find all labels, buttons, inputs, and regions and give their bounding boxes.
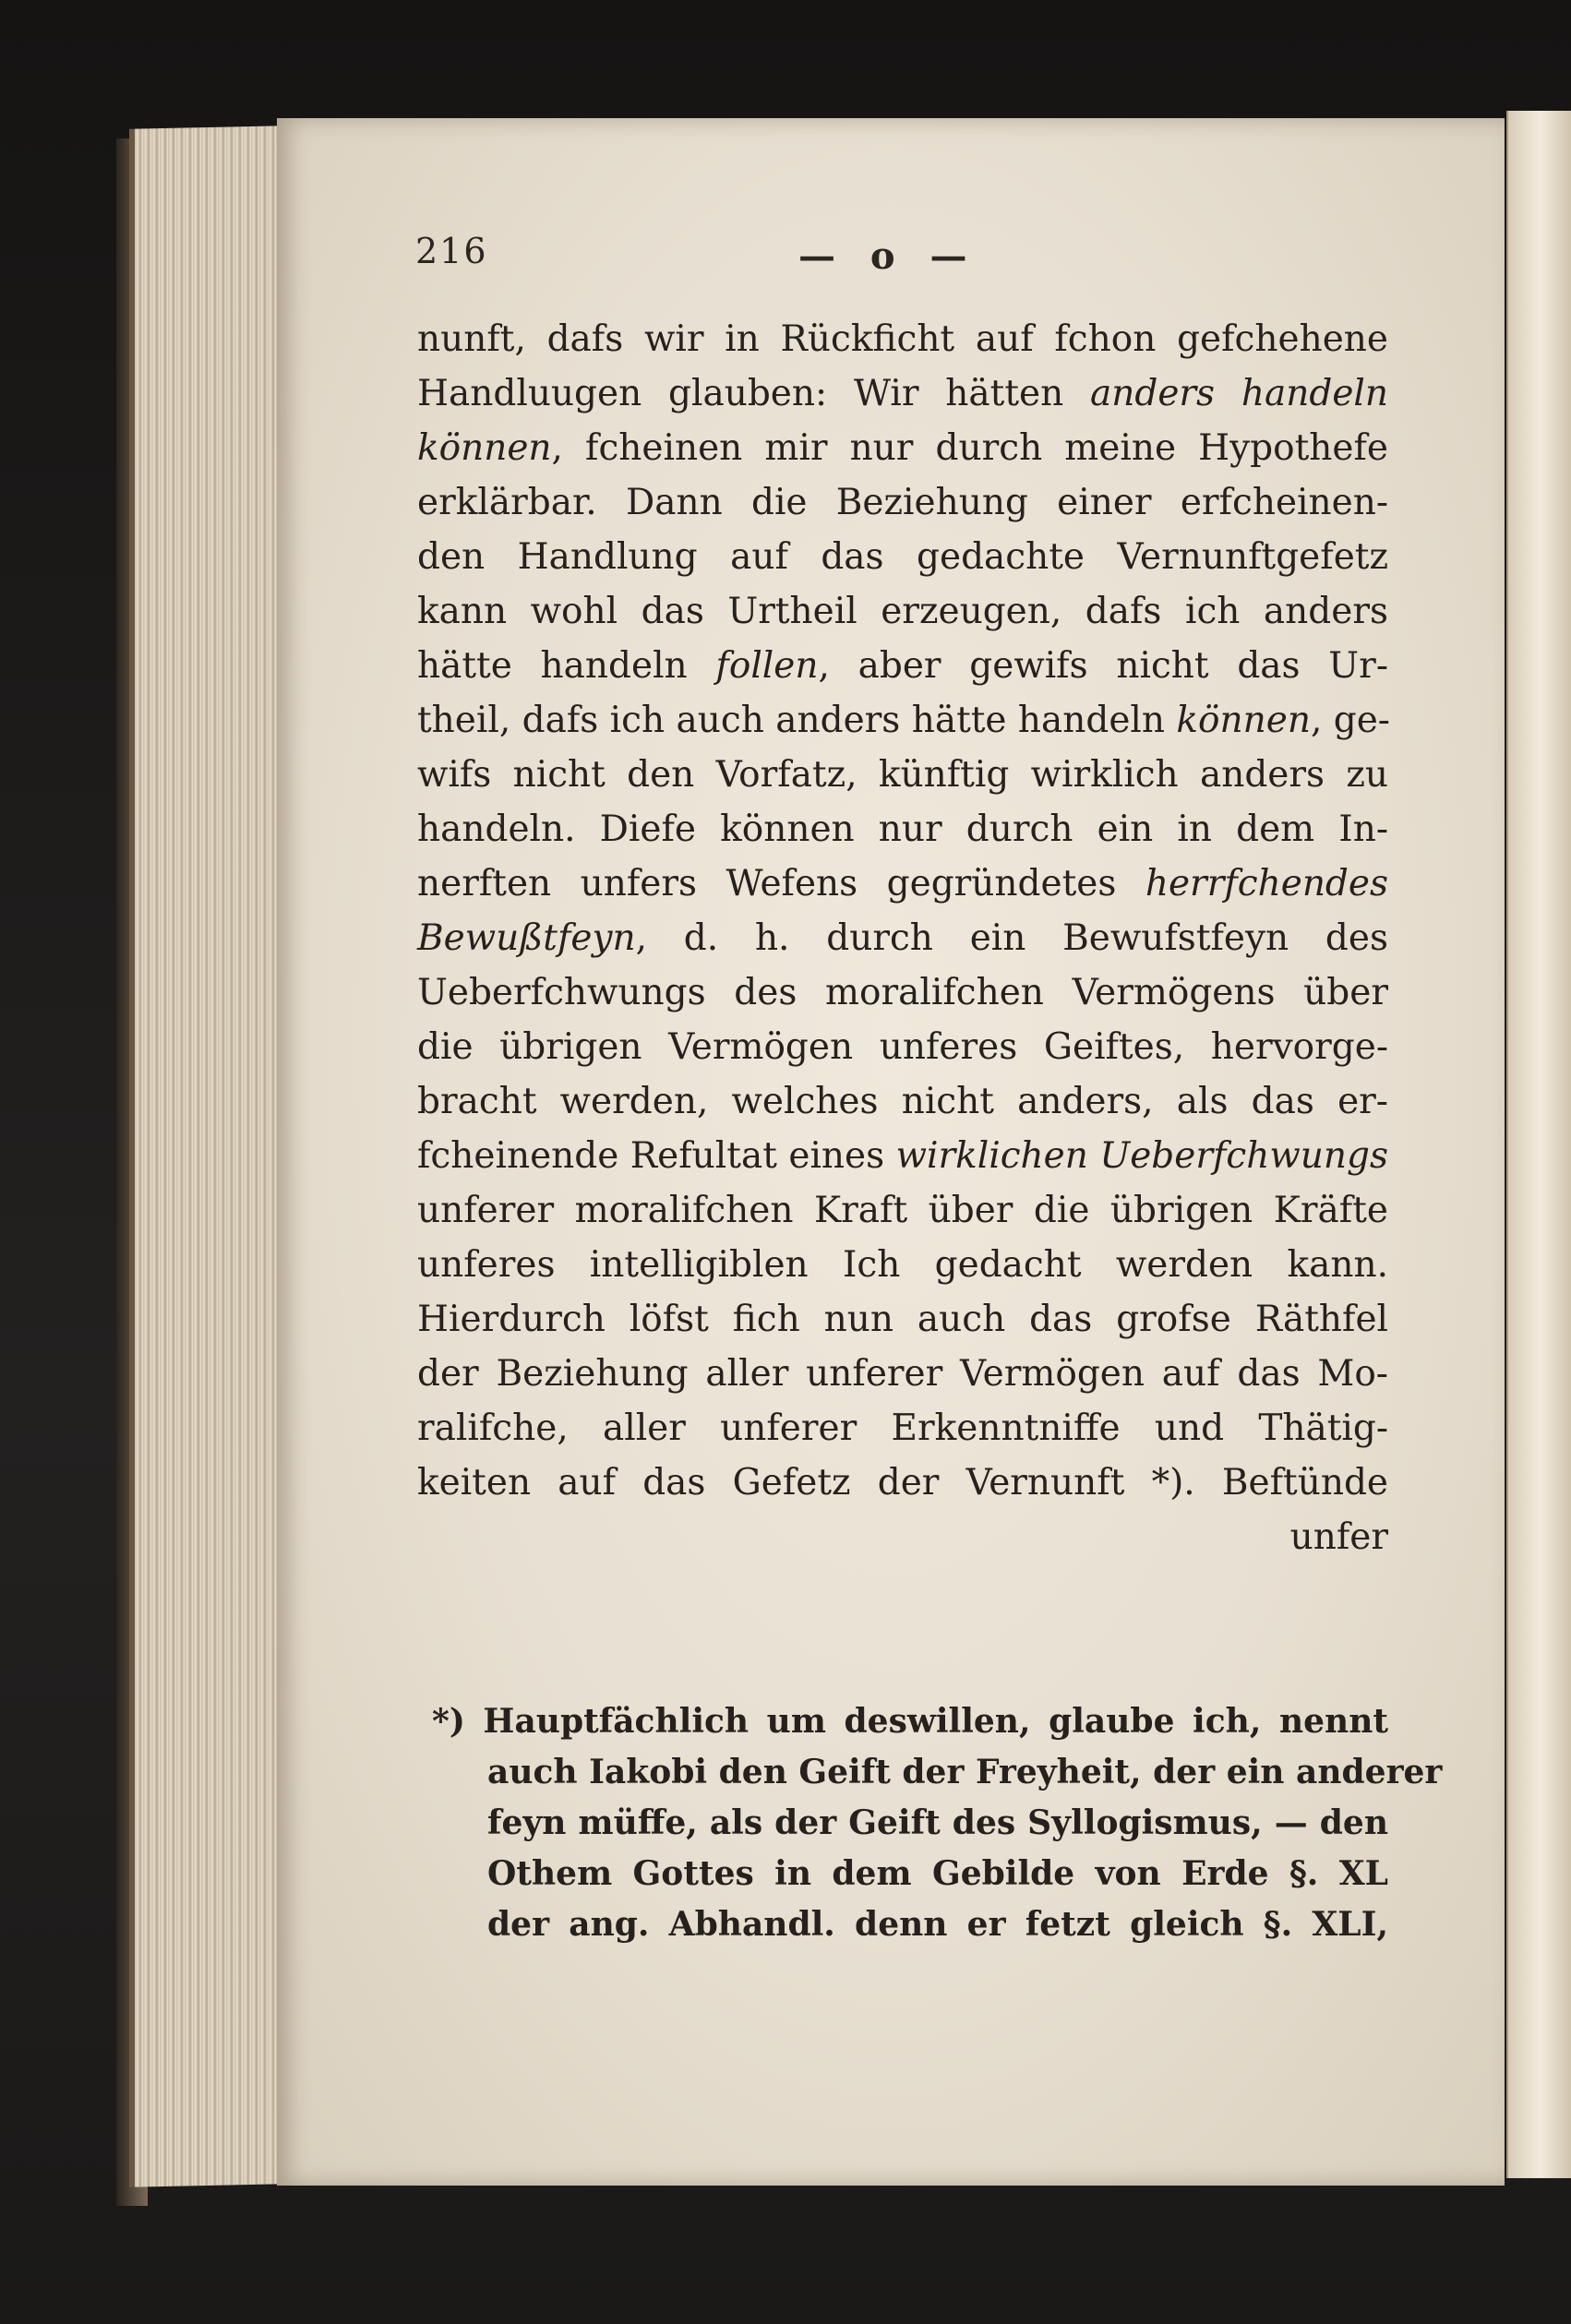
- footnote-line: Othem Gottes in dem Gebilde von Erde §. XL: [487, 1854, 1388, 1893]
- book-page-edges: [129, 126, 282, 2186]
- text-line: unferer moralifchen Kraft über die übrigen Kräfte: [417, 1190, 1388, 1231]
- facing-page-edge: [1506, 111, 1571, 2178]
- text-line: Handluugen glauben: Wir hätten anders handeln: [417, 373, 1389, 414]
- text-line: der Beziehung aller unferer Vermögen auf das Mo-: [417, 1353, 1388, 1395]
- text-line: fcheinende Refultat eines wirklichen Ueberfchwungs: [417, 1135, 1388, 1177]
- catchword: unfer: [1289, 1516, 1388, 1558]
- text-line: unferes intelligiblen Ich gedacht werden kann.: [417, 1244, 1388, 1286]
- text-line: keiten auf das Gefetz der Vernunft *). Beftünde: [417, 1462, 1388, 1503]
- text-line: Bewußtfeyn, d. h. durch ein Bewufstfeyn des: [417, 917, 1388, 959]
- text-line: nunft, dafs wir in Rückficht auf fchon gefchehene: [417, 318, 1388, 360]
- footnote-line: feyn müffe, als der Geift des Syllogismus, — den: [487, 1803, 1388, 1842]
- text-line: die übrigen Vermögen unferes Geiftes, hervorge-: [417, 1026, 1388, 1068]
- header-ornament: — o —: [798, 234, 978, 278]
- text-line: erklärbar. Dann die Beziehung einer erfcheinen-: [417, 482, 1388, 523]
- text-line: handeln. Diefe können nur durch ein in dem In-: [417, 809, 1388, 850]
- text-line: Ueberfchwungs des moralifchen Vermögens über: [417, 972, 1388, 1013]
- text-line: wifs nicht den Vorfatz, künftig wirklich anders zu: [417, 754, 1388, 796]
- text-line: hätte handeln follen, aber gewifs nicht das Ur-: [417, 645, 1388, 687]
- text-line: können, fcheinen mir nur durch meine Hypothefe: [417, 427, 1388, 469]
- footnote-line: auch Iakobi den Geift der Freyheit, der ein anderer: [487, 1753, 1443, 1791]
- text-line: ralifche, aller unferer Erkenntniffe und Thätig-: [417, 1408, 1388, 1449]
- footnote-line: *) Hauptfächlich um deswillen, glaube ich, nennt: [432, 1702, 1388, 1741]
- text-line: Hierdurch löfst fich nun auch das grofse Räthfel: [417, 1299, 1388, 1340]
- footnote: [432, 1696, 1443, 1950]
- page-header: [415, 231, 1385, 295]
- page-number: 216: [415, 231, 488, 271]
- footnote-line: der ang. Abhandl. denn er fetzt gleich §. XLI,: [487, 1905, 1388, 1944]
- text-line: den Handlung auf das gedachte Vernunftgefetz: [417, 536, 1388, 578]
- text-line: kann wohl das Urtheil erzeugen, dafs ich anders: [417, 591, 1388, 632]
- text-line: bracht werden, welches nicht anders, als das er-: [417, 1081, 1388, 1122]
- text-line: theil, dafs ich auch anders hätte handeln können, ge-: [417, 700, 1390, 741]
- body-text: [417, 312, 1388, 1564]
- text-line: nerften unfers Wefens gegründetes herrfchendes: [417, 863, 1388, 904]
